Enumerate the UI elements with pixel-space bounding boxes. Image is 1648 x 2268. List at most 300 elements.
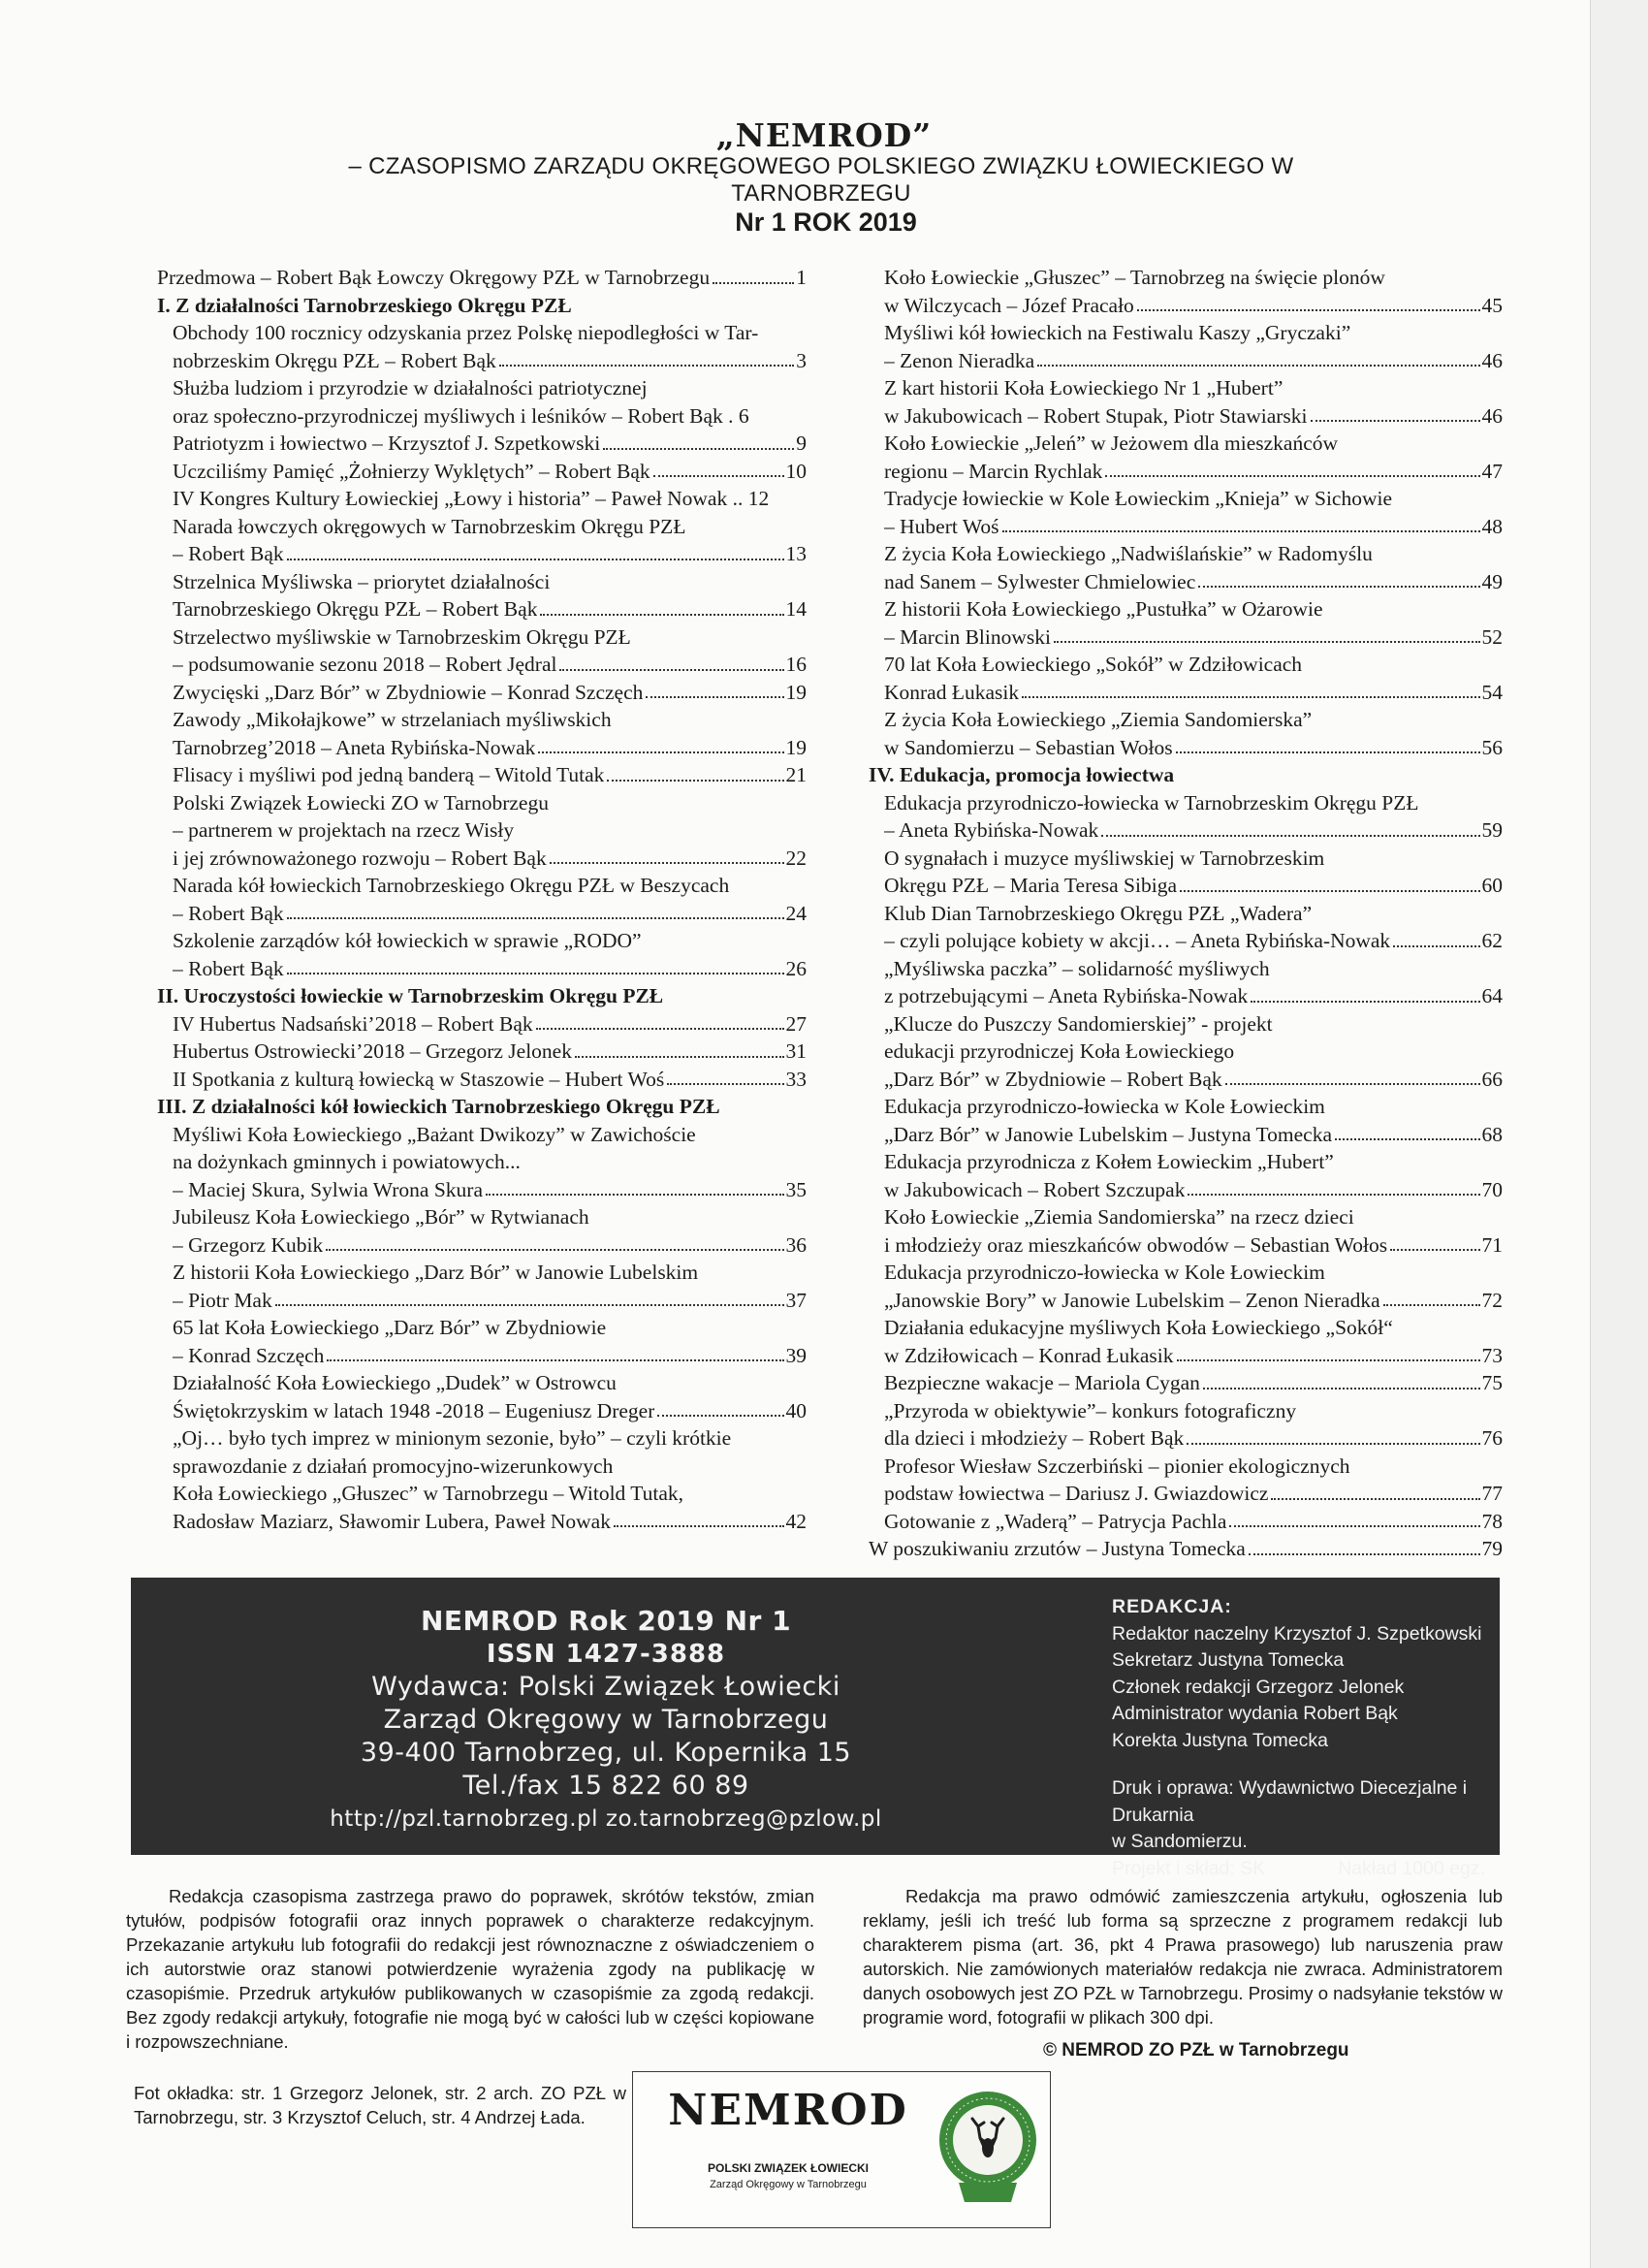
toc-entry	[157, 1010, 807, 1038]
toc-entry-title: Narada łowczych okręgowych w Tarnobrzeskim Okręgu PZŁ	[173, 514, 686, 538]
toc-entry-title: Z historii Koła Łowieckiego „Darz Bór” w Janowie Lubelskim	[173, 1261, 699, 1284]
toc-entry-title: – podsumowanie sezonu 2018 – Robert Jędral	[173, 653, 557, 676]
toc-entry	[869, 1231, 1503, 1260]
nemrod-logo	[632, 2071, 1051, 2228]
toc-entry-title: – Robert Bąk	[173, 542, 284, 565]
toc-entry	[869, 1093, 1503, 1121]
logo-org-name: POLSKI ZWIĄZEK ŁOWIECKI	[708, 2161, 869, 2175]
toc-entry	[869, 458, 1503, 486]
toc-entry	[157, 1176, 807, 1204]
toc-dot-leader	[486, 1176, 784, 1197]
toc-entry	[869, 1121, 1503, 1149]
toc-entry	[157, 1148, 807, 1176]
toc-entry	[869, 734, 1503, 762]
toc-section-heading	[157, 1093, 807, 1121]
toc-entry-title: regionu – Marcin Rychlak	[884, 459, 1103, 483]
toc-entry-title: nad Sanem – Sylwester Chmielowiec	[884, 569, 1196, 593]
toc-entry	[869, 1010, 1503, 1038]
toc-entry-title: Służba ludziom i przyrodzie w działalności patriotycznej	[173, 376, 648, 399]
project-info: Projekt i skład: SK	[1112, 1857, 1266, 1879]
toc-entry-title: II Spotkania z kulturą łowiecką w Staszowie – Hubert Woś	[173, 1067, 665, 1091]
toc-page-number: 45	[1481, 293, 1503, 317]
toc-dot-leader	[1393, 927, 1479, 947]
toc-entry-title: „Klucze do Puszczy Sandomierskiej” - projekt	[884, 1011, 1273, 1036]
toc-page-number: 64	[1481, 984, 1503, 1007]
toc-page-number: 36	[785, 1232, 807, 1257]
toc-entry	[157, 845, 807, 873]
toc-page-number: 70	[1481, 1177, 1503, 1201]
toc-entry-title: Tarnobrzeskiego Okręgu PZŁ – Robert Bąk	[173, 597, 538, 621]
toc-page-number: 62	[1481, 929, 1503, 952]
toc-entry-title: „Przyroda w obiektywie”– konkurs fotograficzny	[884, 1398, 1297, 1422]
toc-entry	[157, 402, 807, 431]
publisher-name: Wydawca: Polski Związek Łowiecki	[371, 1672, 840, 1702]
toc-entry-title: 70 lat Koła Łowieckiego „Sokół” w Zdziłowicach	[884, 653, 1303, 676]
toc-dot-leader	[614, 1508, 784, 1528]
toc-entry	[869, 264, 1503, 292]
toc-entry	[869, 872, 1503, 900]
toc-entry-title: Okręgu PZŁ – Maria Teresa Sibiga	[884, 874, 1178, 897]
redakcja-line: Administrator wydania Robert Bąk	[1112, 1703, 1398, 1724]
editorial-box	[131, 1578, 1500, 1879]
toc-entry	[157, 1231, 807, 1260]
toc-entry	[157, 1453, 807, 1481]
toc-entry-title: – Aneta Rybińska-Nowak	[884, 818, 1099, 842]
toc-entry	[157, 319, 807, 347]
publisher-block	[131, 1605, 1081, 1836]
toc-entry-title: dla dzieci i młodzieży – Robert Bąk	[884, 1426, 1185, 1450]
toc-entry-title: – Zenon Nieradka	[884, 348, 1035, 372]
toc-entry	[869, 1397, 1503, 1425]
toc-entry	[157, 734, 807, 762]
toc-entry	[157, 927, 807, 955]
toc-page-number: 9	[796, 431, 807, 455]
toc-entry-title: Edukacja przyrodnicza z Kołem Łowieckim „Hubert”	[884, 1150, 1334, 1173]
toc-entry	[869, 679, 1503, 707]
toc-entry-title: nobrzeskim Okręgu PZŁ – Robert Bąk	[173, 348, 496, 372]
toc-dot-leader	[1198, 568, 1479, 589]
toc-dot-leader	[1187, 1424, 1479, 1445]
toc-entry-title: „Oj… było tych imprez w minionym sezonie, było” – czyli krótkie	[173, 1426, 732, 1450]
toc-entry	[157, 540, 807, 568]
toc-entry	[869, 540, 1503, 568]
publisher-issue-line: NEMROD Rok 2019 Nr 1	[420, 1605, 792, 1637]
toc-entry	[869, 347, 1503, 375]
toc-entry-title: Konrad Łukasik	[884, 680, 1020, 704]
toc-page-number: 79	[1481, 1537, 1503, 1560]
toc-entry-title: w Jakubowicach – Robert Szczupak	[884, 1177, 1186, 1201]
toc-dot-leader	[550, 845, 784, 865]
toc-page-number: 31	[785, 1039, 807, 1063]
toc-entry-title: na dożynkach gminnych i powiatowych...	[173, 1150, 521, 1173]
toc-entry-title: Polski Związek Łowiecki ZO w Tarnobrzegu	[173, 790, 549, 815]
toc-entry	[869, 1453, 1503, 1481]
toc-dot-leader	[499, 347, 794, 367]
toc-entry	[157, 485, 807, 513]
toc-entry	[157, 347, 807, 375]
toc-entry	[869, 430, 1503, 458]
toc-entry-title: edukacji przyrodniczej Koła Łowieckiego	[884, 1039, 1235, 1063]
toc-entry	[869, 513, 1503, 541]
toc-entry	[157, 1424, 807, 1453]
toc-dot-leader	[275, 1287, 784, 1307]
toc-entry-title: Szkolenie zarządów kół łowieckich w sprawie „RODO”	[173, 929, 642, 952]
toc-entry	[869, 1369, 1503, 1397]
toc-entry	[157, 1342, 807, 1370]
toc-entry-title: Z życia Koła Łowieckiego „Nadwiślańskie” w Radomyślu	[884, 542, 1373, 565]
toc-entry	[869, 651, 1503, 679]
toc-entry-title: Flisacy i myśliwi pod jedną banderą – Witold Tutak	[173, 763, 605, 786]
toc-page-number: 52	[1481, 624, 1503, 649]
toc-page-number: 22	[785, 846, 807, 870]
toc-page-number: 49	[1481, 569, 1503, 593]
toc-page-number: 66	[1481, 1067, 1503, 1091]
toc-entry	[869, 789, 1503, 817]
toc-dot-leader	[653, 458, 784, 478]
publisher-address: 39-400 Tarnobrzeg, ul. Kopernika 15	[360, 1738, 852, 1768]
toc-entry-title: Edukacja przyrodniczo-łowiecka w Tarnobrzeskim Okręgu PZŁ	[884, 790, 1419, 815]
toc-entry-title: IV Kongres Kultury Łowieckiej „Łowy i historia” – Paweł Nowak .. 12	[173, 487, 770, 510]
toc-page-number: 40	[785, 1398, 807, 1422]
toc-entry	[869, 955, 1503, 983]
redakcja-line: Członek redakcji Grzegorz Jelonek	[1112, 1676, 1405, 1698]
redakcja-line: Sekretarz Justyna Tomecka	[1112, 1649, 1345, 1671]
toc-entry	[157, 789, 807, 817]
toc-page-number: 54	[1481, 680, 1503, 704]
editorial-notice-right: Redakcja ma prawo odmówić zamieszczenia artykułu, ogłoszenia lub reklamy, jeśli ich treść lub forma są sprzeczne z programem redakcji lub charakterem pisma (art. 36, pkt 4 Prawa prasowego) lub naruszenia praw autorskich. Nie zamówionych materiałów redakcja nie zwraca. Administratorem danych osobowych jest ZO PZŁ w Tarnobrzegu. Prosimy o nadsyłanie tekstów w programie word, fotografii w plikach 300 dpi.	[863, 1886, 1503, 2028]
toc-entry	[869, 1287, 1503, 1315]
toc-entry	[157, 955, 807, 983]
toc-entry	[157, 1203, 807, 1231]
toc-entry	[869, 927, 1503, 955]
toc-entry	[869, 816, 1503, 845]
toc-section-heading	[157, 982, 807, 1010]
toc-entry	[157, 816, 807, 845]
toc-page-number: 13	[785, 542, 807, 565]
toc-dot-leader	[607, 761, 783, 782]
toc-entry-title: Przedmowa – Robert Bąk Łowczy Okręgowy PZŁ w Tarnobrzegu	[157, 266, 711, 289]
toc-entry	[157, 1121, 807, 1149]
toc-section-heading	[869, 761, 1503, 789]
toc-entry-title: „Darz Bór” w Zbydniowie – Robert Bąk	[884, 1067, 1222, 1091]
magazine-title: „NEMROD”	[715, 116, 933, 154]
toc-entry-title: Działalność Koła Łowieckiego „Dudek” w Ostrowcu	[173, 1371, 617, 1394]
toc-entry	[869, 402, 1503, 431]
deer-seal-icon	[935, 2078, 1040, 2221]
toc-entry	[157, 1508, 807, 1536]
toc-page-number: 35	[785, 1177, 807, 1201]
toc-entry	[157, 706, 807, 734]
toc-entry-title: Gotowanie z „Waderą” – Patrycja Pachla	[884, 1509, 1227, 1533]
toc-entry	[869, 1259, 1503, 1287]
toc-entry	[157, 679, 807, 707]
toc-entry-title: Bezpieczne wakacje – Mariola Cygan	[884, 1371, 1200, 1394]
toc-dot-leader	[1176, 734, 1480, 754]
toc-dot-leader	[536, 1010, 784, 1031]
toc-left-column	[157, 264, 807, 1535]
toc-entry-title: oraz społeczno-przyrodniczej myśliwych i leśników – Robert Bąk . 6	[173, 403, 749, 428]
toc-entry-title: – Hubert Woś	[884, 514, 999, 538]
toc-page-number: 21	[785, 763, 807, 786]
toc-entry-title: IV Hubertus Nadsański’2018 – Robert Bąk	[173, 1011, 533, 1036]
toc-page-number: 39	[785, 1343, 807, 1367]
toc-entry-title: i jej zrównoważonego rozwoju – Robert Bąk	[173, 846, 547, 870]
toc-dot-leader	[1177, 1342, 1480, 1362]
toc-entry-title: Jubileusz Koła Łowieckiego „Bór” w Rytwianach	[173, 1205, 589, 1229]
toc-dot-leader	[1229, 1508, 1479, 1528]
toc-dot-leader	[540, 595, 783, 616]
toc-dot-leader	[1022, 679, 1479, 699]
toc-entry-title: – Piotr Mak	[173, 1288, 272, 1312]
toc-entry	[869, 706, 1503, 734]
toc-entry-title: – Maciej Skura, Sylwia Wrona Skura	[173, 1177, 483, 1201]
toc-entry-title: Uczciliśmy Pamięć „Żołnierzy Wyklętych” – Robert Bąk	[173, 459, 650, 483]
toc-entry-title: – Konrad Szczęch	[173, 1343, 325, 1367]
toc-entry	[157, 568, 807, 596]
toc-dot-leader	[657, 1397, 783, 1418]
toc-entry-title: Koła Łowieckiego „Głuszec” w Tarnobrzegu – Witold Tutak,	[173, 1482, 684, 1505]
toc-entry-title: O sygnałach i muzyce myśliwskiej w Tarnobrzeskim	[884, 846, 1325, 870]
toc-entry-title: Tarnobrzeg’2018 – Aneta Rybińska-Nowak	[173, 735, 536, 759]
toc-entry	[869, 1424, 1503, 1453]
toc-page-number: 19	[785, 735, 807, 759]
toc-page-number: 72	[1481, 1288, 1503, 1312]
toc-entry-title: Narada kół łowieckich Tarnobrzeskiego Okręgu PZŁ w Beszycach	[173, 874, 730, 897]
toc-entry-title: W poszukiwaniu zrzutów – Justyna Tomecka	[869, 1537, 1246, 1560]
logo-org-district: Zarząd Okręgowy w Tarnobrzegu	[710, 2179, 867, 2190]
toc-entry	[869, 1480, 1503, 1508]
toc-entry-title: Hubertus Ostrowiecki’2018 – Grzegorz Jelonek	[173, 1039, 572, 1063]
toc-page-number: 59	[1481, 818, 1503, 842]
toc-dot-leader	[1137, 292, 1480, 312]
toc-entry-title: sprawozdanie z działań promocyjno-wizerunkowych	[173, 1453, 614, 1478]
toc-page-number: 47	[1481, 459, 1503, 483]
toc-dot-leader	[1383, 1287, 1480, 1307]
toc-dot-leader	[667, 1066, 783, 1086]
toc-entry	[869, 568, 1503, 596]
toc-page-number: 78	[1481, 1509, 1503, 1533]
toc-page-number: 77	[1481, 1482, 1503, 1505]
toc-entry	[869, 982, 1503, 1010]
toc-entry-title: Strzelectwo myśliwskie w Tarnobrzeskim Okręgu PZŁ	[173, 624, 631, 649]
toc-dot-leader	[1037, 347, 1479, 367]
cover-photo-credits: Fot okładka: str. 1 Grzegorz Jelonek, str. 2 arch. ZO PZŁ w Tarnobrzegu, str. 3 Krzysztof Celuch, str. 4 Andrzej Łada.	[134, 2083, 626, 2127]
toc-entry-title: Koło Łowieckie „Jeleń” w Jeżowem dla mieszkańców	[884, 431, 1339, 455]
toc-entry-title: Zwycięski „Darz Bór” w Zbydniowie – Konrad Szczęch	[173, 680, 644, 704]
toc-page-number: 37	[785, 1288, 807, 1312]
toc-entry-title: Zawody „Mikołajkowe” w strzelaniach myśliwskich	[173, 708, 612, 731]
toc-entry	[869, 1176, 1503, 1204]
toc-entry	[157, 1369, 807, 1397]
toc-entry	[157, 761, 807, 789]
toc-entry-title: „Darz Bór” w Janowie Lubelskim – Justyna Tomecka	[884, 1122, 1333, 1146]
toc-entry-title: – czyli polujące kobiety w akcji… – Aneta Rybińska-Nowak	[884, 929, 1391, 952]
toc-page-number: 76	[1481, 1426, 1503, 1450]
issue-number: Nr 1 ROK 2019	[735, 208, 917, 237]
toc-entry-title: – Robert Bąk	[173, 956, 284, 980]
toc-right-column	[869, 264, 1503, 1563]
toc-entry-title: IV. Edukacja, promocja łowiectwa	[869, 763, 1175, 786]
toc-entry-title: „Myśliwska paczka” – solidarność myśliwych	[884, 956, 1270, 980]
toc-page-number: 26	[785, 956, 807, 980]
toc-dot-leader	[1203, 1369, 1480, 1390]
toc-entry-title: Działania edukacyjne myśliwych Koła Łowieckiego „Sokół“	[884, 1316, 1393, 1339]
toc-entry-title: i młodzieży oraz mieszkańców obwodów – Sebastian Wołos	[884, 1232, 1388, 1257]
redakcja-line: Redaktor naczelny Krzysztof J. Szpetkowski	[1112, 1622, 1482, 1645]
toc-dot-leader	[1271, 1480, 1479, 1500]
toc-entry	[869, 1038, 1503, 1066]
circulation-info: Nakład 1000 egz.	[1338, 1857, 1485, 1879]
toc-entry-title: Z kart historii Koła Łowieckiego Nr 1 „Hubert”	[884, 376, 1284, 399]
toc-entry	[157, 1480, 807, 1508]
toc-dot-leader	[1054, 623, 1480, 644]
print-info: Druk i oprawa: Wydawnictwo Diecezjalne i Drukarnia	[1112, 1777, 1468, 1826]
toc-page-number: 75	[1481, 1371, 1503, 1394]
toc-dot-leader	[1390, 1231, 1479, 1252]
toc-page-number: 3	[796, 348, 807, 372]
redakcja-line: Korekta Justyna Tomecka	[1112, 1729, 1328, 1751]
toc-page-number: 46	[1481, 348, 1503, 372]
toc-entry	[869, 845, 1503, 873]
toc-entry-title: I. Z działalności Tarnobrzeskiego Okręgu PZŁ	[157, 293, 572, 317]
toc-page-number: 68	[1481, 1122, 1503, 1146]
toc-entry	[157, 1397, 807, 1425]
toc-entry	[869, 1342, 1503, 1370]
toc-entry-title: Z historii Koła Łowieckiego „Pustułka” w Ożarowie	[884, 597, 1323, 621]
toc-entry-title: Strzelnica Myśliwska – priorytet działalności	[173, 569, 551, 593]
toc-entry	[157, 430, 807, 458]
toc-dot-leader	[1105, 458, 1479, 478]
toc-entry-title: Klub Dian Tarnobrzeskiego Okręgu PZŁ „Wadera”	[884, 901, 1313, 925]
toc-entry	[157, 623, 807, 652]
toc-page-number: 27	[785, 1011, 807, 1036]
toc-entry-title: Edukacja przyrodniczo-łowiecka w Kole Łowieckim	[884, 1095, 1325, 1118]
toc-entry	[157, 1066, 807, 1094]
toc-entry-title: w Zdziłowicach – Konrad Łukasik	[884, 1343, 1174, 1367]
toc-entry-title: Z życia Koła Łowieckiego „Ziemia Sandomierska”	[884, 708, 1313, 731]
toc-dot-leader	[1249, 1535, 1480, 1555]
toc-page-number: 10	[785, 459, 807, 483]
toc-entry	[157, 264, 807, 292]
toc-entry	[157, 1287, 807, 1315]
toc-entry	[869, 292, 1503, 320]
toc-dot-leader	[575, 1038, 784, 1058]
toc-entry	[157, 1259, 807, 1287]
toc-entry-title: Myśliwi Koła Łowieckiego „Bażant Dwikozy” w Zawichoście	[173, 1122, 696, 1146]
toc-entry	[869, 1066, 1503, 1094]
toc-page-number: 73	[1481, 1343, 1503, 1367]
toc-entry-title: II. Uroczystości łowieckie w Tarnobrzeskim Okręgu PZŁ	[157, 984, 664, 1007]
toc-dot-leader	[287, 540, 784, 560]
toc-entry-title: Profesor Wiesław Szczerbiński – pionier ekologicznych	[884, 1453, 1350, 1478]
toc-entry-title: – Robert Bąk	[173, 901, 284, 925]
toc-entry	[869, 1203, 1503, 1231]
toc-page-number: 14	[785, 597, 807, 621]
editorial-notice-left: Redakcja czasopisma zastrzega prawo do poprawek, skrótów tekstów, zmian tytułów, podpisów fotografii oraz innych poprawek o charakterze redakcyjnym. Przekazanie artykułu lub fotografii do redakcji jest równoznaczne z oświadczeniem o ich autorstwie oraz stanowi potwierdzenie wyrażenia zgody na publikację w czasopiśmie. Przedruk artykułów publikowanych w czasopiśmie za zgodą redakcji. Bez zgody redakcji artykuły, fotografie nie mogą być w całości lub w części kopiowane i rozpowszechniane.	[126, 1886, 814, 2052]
copyright: © NEMROD ZO PZŁ w Tarnobrzegu	[1043, 2040, 1349, 2060]
toc-entry-title: w Jakubowicach – Robert Stupak, Piotr Stawiarski	[884, 403, 1308, 428]
toc-entry-title: Tradycje łowieckie w Kole Łowieckim „Knieja” w Sichowie	[884, 487, 1393, 510]
toc-entry	[157, 1038, 807, 1066]
toc-dot-leader	[538, 734, 783, 754]
toc-page-number: 46	[1481, 403, 1503, 428]
toc-dot-leader	[287, 955, 784, 975]
toc-page-number: 48	[1481, 514, 1503, 538]
toc-entry-title: Radosław Maziarz, Sławomir Lubera, Paweł Nowak	[173, 1509, 611, 1533]
toc-dot-leader	[1311, 402, 1480, 423]
toc-page-number: 33	[785, 1067, 807, 1091]
toc-entry	[157, 374, 807, 402]
print-info-place: w Sandomierzu.	[1112, 1831, 1248, 1852]
redakcja-block	[1112, 1594, 1485, 1882]
toc-dot-leader	[1225, 1066, 1480, 1086]
toc-entry	[869, 900, 1503, 928]
magazine-subtitle: – CZASOPISMO ZARZĄDU OKRĘGOWEGO POLSKIEGO ZWIĄZKU ŁOWIECKIEGO W TARNOBRZEGU	[348, 153, 1294, 207]
toc-entry	[157, 513, 807, 541]
toc-entry-title: – partnerem w projektach na rzecz Wisły	[173, 818, 515, 842]
toc-entry-title: Obchody 100 rocznicy odzyskania przez Polskę niepodległości w Tar-	[173, 321, 759, 344]
toc-entry-title: Świętokrzyskim w latach 1948 -2018 – Eugeniusz Dreger	[173, 1398, 655, 1422]
publisher-board: Zarząd Okręgowy w Tarnobrzegu	[383, 1705, 829, 1735]
toc-page-number: 71	[1481, 1232, 1503, 1257]
toc-entry-title: Koło Łowieckie „Ziemia Sandomierska” na rzecz dzieci	[884, 1205, 1354, 1229]
toc-entry	[869, 1535, 1503, 1563]
toc-entry	[869, 1508, 1503, 1536]
toc-page-number: 42	[785, 1509, 807, 1533]
toc-dot-leader	[1002, 513, 1480, 533]
toc-dot-leader	[1180, 872, 1479, 892]
toc-page-number: 16	[785, 653, 807, 676]
toc-dot-leader	[326, 1231, 783, 1252]
toc-page-number: 24	[785, 901, 807, 925]
toc-entry-title: III. Z działalności kół łowieckich Tarnobrzeskiego Okręgu PZŁ	[157, 1095, 720, 1118]
toc-entry	[869, 623, 1503, 652]
toc-page-number: 60	[1481, 874, 1503, 897]
toc-section-heading	[157, 292, 807, 320]
publisher-phone: Tel./fax 15 822 60 89	[462, 1771, 749, 1801]
toc-page-number: 1	[796, 266, 807, 289]
toc-entry-title: z potrzebującymi – Aneta Rybińska-Nowak	[884, 984, 1249, 1007]
toc-entry	[869, 595, 1503, 623]
toc-dot-leader	[287, 900, 784, 920]
toc-entry-title: 65 lat Koła Łowieckiego „Darz Bór” w Zbydniowie	[173, 1316, 607, 1339]
toc-entry-title: Patriotyzm i łowiectwo – Krzysztof J. Szpetkowski	[173, 431, 601, 455]
toc-entry-title: Edukacja przyrodniczo-łowiecka w Kole Łowieckim	[884, 1261, 1325, 1284]
toc-page-number: 19	[785, 680, 807, 704]
logo-wordmark: NEMROD	[668, 2086, 908, 2135]
toc-entry-title: w Wilczycach – Józef Pracało	[884, 293, 1134, 317]
toc-entry-title: „Janowskie Bory” w Janowie Lubelskim – Zenon Nieradka	[884, 1288, 1380, 1312]
toc-entry	[869, 374, 1503, 402]
toc-entry-title: – Grzegorz Kubik	[173, 1232, 324, 1257]
toc-dot-leader	[559, 651, 783, 671]
redakcja-heading: REDAKCJA:	[1112, 1596, 1232, 1617]
toc-dot-leader	[327, 1342, 783, 1362]
toc-entry	[157, 900, 807, 928]
toc-page-number: 56	[1481, 735, 1503, 759]
toc-dot-leader	[1335, 1121, 1479, 1141]
toc-entry-title: podstaw łowiectwa – Dariusz J. Gwiazdowicz	[884, 1482, 1269, 1505]
toc-entry	[157, 651, 807, 679]
toc-entry-title: – Marcin Blinowski	[884, 624, 1051, 649]
toc-dot-leader	[646, 679, 783, 699]
toc-entry	[157, 1314, 807, 1342]
toc-dot-leader	[1188, 1176, 1479, 1197]
toc-entry-title: Koło Łowieckie „Głuszec” – Tarnobrzeg na święcie plonów	[884, 266, 1385, 289]
publisher-web-email: http://pzl.tarnobrzeg.pl zo.tarnobrzeg@pzlow.pl	[330, 1806, 882, 1832]
toc-dot-leader	[713, 264, 794, 284]
toc-entry	[869, 319, 1503, 347]
